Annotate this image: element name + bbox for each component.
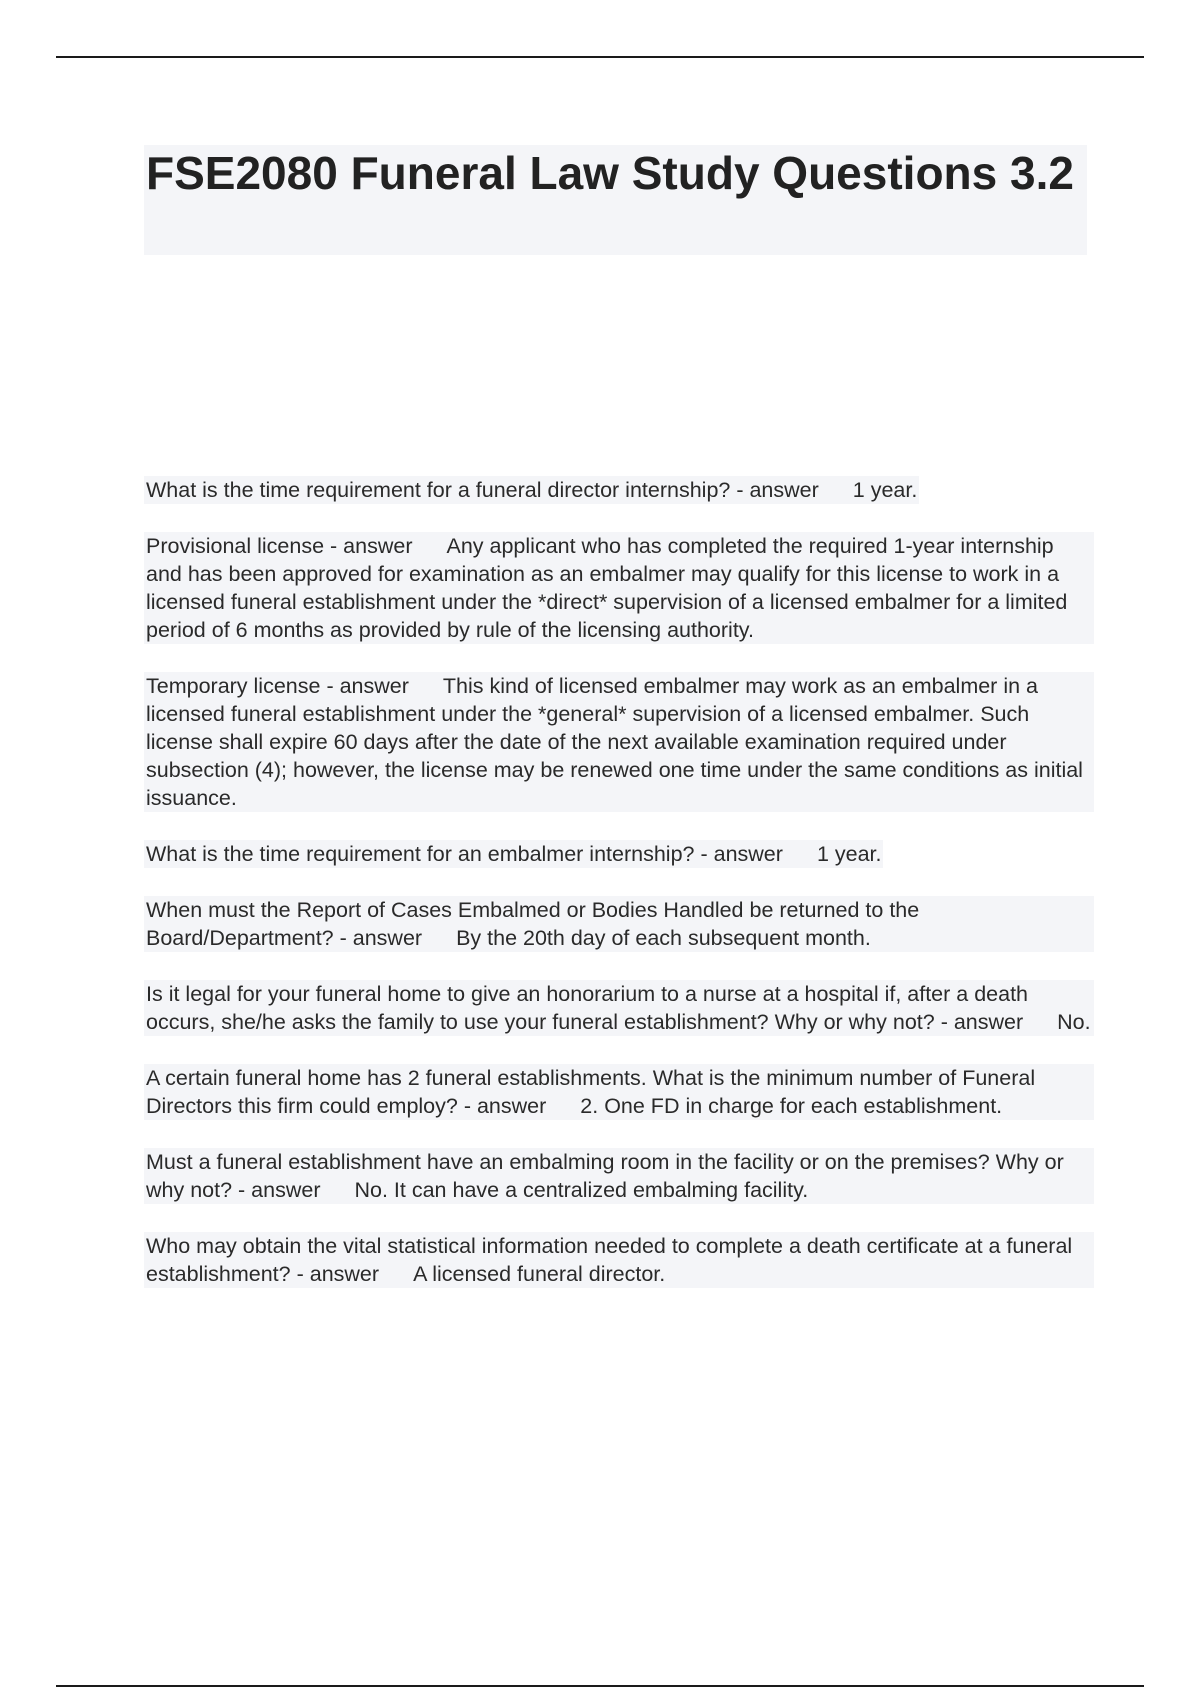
qa-answer-marker: - answer <box>940 1010 1024 1034</box>
qa-list <box>144 476 1094 1316</box>
qa-question: Temporary license <box>146 674 321 698</box>
qa-answer: A licensed funeral director. <box>413 1262 666 1286</box>
qa-item <box>144 1064 1094 1120</box>
qa-answer: By the 20th day of each subsequent month. <box>456 926 871 950</box>
qa-question: Who may obtain the vital statistical information needed to complete a death certificate at a funeral establishment? <box>146 1234 1073 1286</box>
qa-answer: Any applicant who has completed the required 1-year internship and has been approved for examination as an embalmer may qualify for this license to work in a licensed funeral establishment under the *direct* supervision of a licensed embalmer for a limited period of 6 months as provided by rule of the licensing authority. <box>146 534 1068 642</box>
qa-answer-marker: - answer <box>296 1262 380 1286</box>
qa-answer: 2. One FD in charge for each establishment. <box>580 1094 1003 1118</box>
qa-answer: No. <box>1057 1010 1091 1034</box>
qa-item <box>144 980 1094 1036</box>
qa-item <box>144 532 1094 644</box>
qa-item <box>144 476 919 504</box>
qa-answer: 1 year. <box>852 478 918 502</box>
qa-item <box>144 896 1094 952</box>
qa-question: What is the time requirement for a funeral director internship? <box>146 478 731 502</box>
qa-answer-marker: - answer <box>238 1178 321 1202</box>
qa-item <box>144 1148 1094 1204</box>
qa-question: A certain funeral home has 2 funeral establishments. What is the minimum number of Funeral Directors this firm could employ? <box>146 1066 1036 1118</box>
qa-item <box>144 1232 1094 1288</box>
qa-answer-marker: - answer <box>463 1094 547 1118</box>
qa-question: Is it legal for your funeral home to give an honorarium to a nurse at a hospital if, after a death occurs, she/he asks the family to use your funeral establishment? Why or why not? <box>146 982 1029 1034</box>
qa-question: Must a funeral establishment have an embalming room in the facility or on the premises? Why or why not? <box>146 1150 1064 1202</box>
qa-answer-marker: - answer <box>700 842 783 866</box>
qa-answer: 1 year. <box>816 842 882 866</box>
qa-question: When must the Report of Cases Embalmed or Bodies Handled be returned to the Board/Department? <box>146 898 920 950</box>
qa-question: Provisional license <box>146 534 325 558</box>
qa-answer-marker: - answer <box>330 534 413 558</box>
title-block <box>144 145 1087 255</box>
qa-question: What is the time requirement for an embalmer internship? <box>146 842 695 866</box>
qa-answer-marker: - answer <box>736 478 819 502</box>
bottom-rule <box>56 1685 1144 1687</box>
qa-answer: This kind of licensed embalmer may work as an embalmer in a licensed funeral establishment under the *general* supervision of a licensed embalmer. Such license shall expire 60 days after the date of the next available examination required under subsection (4); however, the license may be renewed one time under the same conditions as initial issuance. <box>146 674 1083 810</box>
qa-answer-marker: - answer <box>326 674 409 698</box>
qa-item <box>144 840 883 868</box>
qa-item <box>144 672 1094 812</box>
qa-answer: No. It can have a centralized embalming facility. <box>354 1178 809 1202</box>
qa-answer-marker: - answer <box>339 926 423 950</box>
document-title: FSE2080 Funeral Law Study Questions 3.2 <box>146 147 1074 199</box>
top-rule <box>56 56 1144 58</box>
